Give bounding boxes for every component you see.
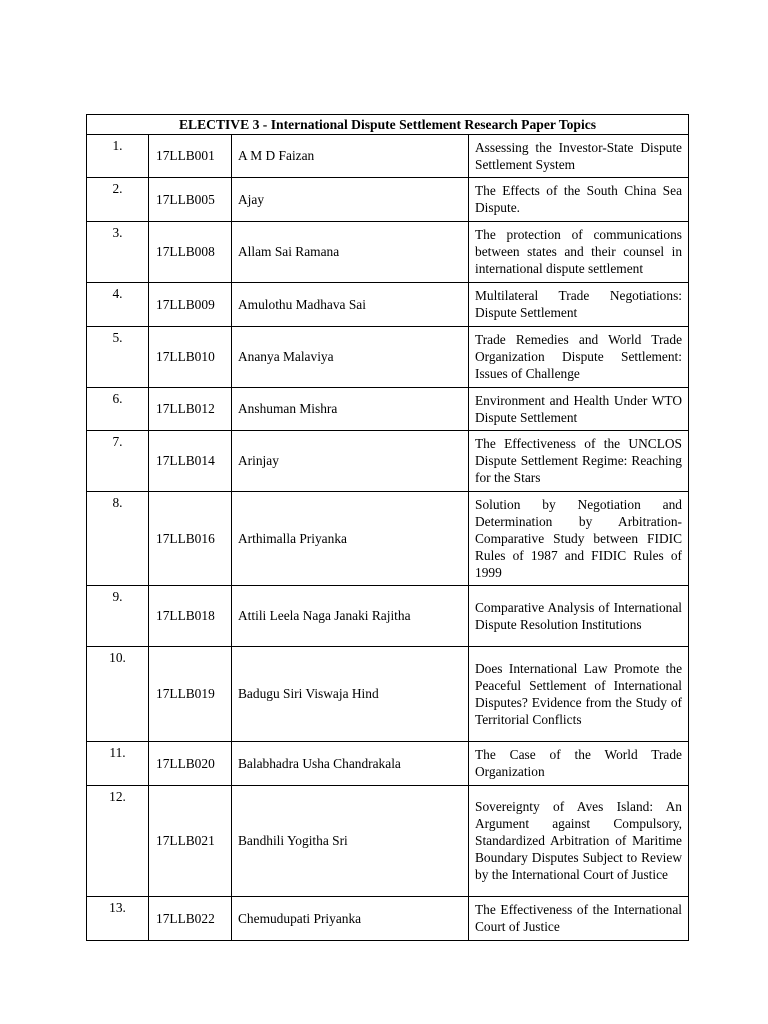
student-name: Anshuman Mishra bbox=[238, 401, 338, 416]
student-name: Badugu Siri Viswaja Hind bbox=[238, 686, 379, 701]
row-number: 5. bbox=[112, 330, 123, 345]
paper-topic-cell bbox=[469, 283, 689, 327]
row-number-cell bbox=[87, 742, 149, 786]
student-id: 17LLB010 bbox=[156, 349, 215, 364]
table-row bbox=[87, 786, 689, 897]
student-id: 17LLB021 bbox=[156, 833, 215, 848]
student-name-cell bbox=[232, 135, 469, 178]
student-id: 17LLB022 bbox=[156, 910, 215, 926]
row-number: 6. bbox=[112, 391, 123, 406]
row-number: 8. bbox=[112, 495, 123, 510]
paper-topic-cell bbox=[469, 492, 689, 586]
student-id-cell bbox=[149, 492, 232, 586]
table-row bbox=[87, 586, 689, 647]
student-name-cell bbox=[232, 586, 469, 647]
table-body bbox=[87, 135, 689, 941]
student-id: 17LLB014 bbox=[156, 453, 215, 468]
row-number-cell bbox=[87, 786, 149, 897]
student-name: A M D Faizan bbox=[238, 148, 315, 163]
table-row bbox=[87, 647, 689, 742]
student-name-cell bbox=[232, 431, 469, 492]
paper-topic-cell bbox=[469, 135, 689, 178]
table-row bbox=[87, 897, 689, 941]
paper-topic: Trade Remedies and World Trade Organization Dispute Settlement: Issues of Challenge bbox=[475, 332, 683, 381]
row-number-cell bbox=[87, 431, 149, 492]
row-number-cell bbox=[87, 222, 149, 283]
student-name-cell bbox=[232, 283, 469, 327]
student-id-cell bbox=[149, 388, 232, 431]
student-id-cell bbox=[149, 222, 232, 283]
paper-topic-cell bbox=[469, 431, 689, 492]
student-id-cell bbox=[149, 327, 232, 388]
student-id: 17LLB012 bbox=[156, 401, 215, 416]
table-row bbox=[87, 222, 689, 283]
student-id-cell bbox=[149, 742, 232, 786]
row-number: 13. bbox=[109, 900, 126, 915]
paper-topic: Comparative Analysis of International Dispute Resolution Institutions bbox=[475, 599, 683, 632]
row-number-cell bbox=[87, 327, 149, 388]
table-row bbox=[87, 388, 689, 431]
paper-topic: Environment and Health Under WTO Dispute Settlement bbox=[475, 392, 683, 425]
student-name: Balabhadra Usha Chandrakala bbox=[238, 755, 401, 771]
student-name-cell bbox=[232, 786, 469, 897]
student-id-cell bbox=[149, 178, 232, 222]
student-name-cell bbox=[232, 897, 469, 941]
student-id-cell bbox=[149, 586, 232, 647]
paper-topic: Assessing the Investor-State Dispute Settlement System bbox=[475, 139, 683, 172]
student-id-cell bbox=[149, 283, 232, 327]
paper-topic: The Case of the World Trade Organization bbox=[475, 747, 683, 779]
student-id: 17LLB005 bbox=[156, 191, 215, 207]
student-name: Attili Leela Naga Janaki Rajitha bbox=[238, 608, 411, 623]
student-name: Bandhili Yogitha Sri bbox=[238, 833, 348, 848]
student-name: Allam Sai Ramana bbox=[238, 244, 340, 259]
student-name-cell bbox=[232, 178, 469, 222]
student-id: 17LLB016 bbox=[156, 530, 215, 546]
student-id: 17LLB009 bbox=[156, 296, 215, 312]
student-id-cell bbox=[149, 897, 232, 941]
student-id: 17LLB001 bbox=[156, 148, 215, 163]
row-number: 9. bbox=[112, 589, 123, 604]
row-number-cell bbox=[87, 647, 149, 742]
paper-topic: Does International Law Promote the Peaceful Settlement of International Disputes? Evidence from the Study of Territorial Conflicts bbox=[475, 660, 683, 727]
student-id-cell bbox=[149, 786, 232, 897]
table-row bbox=[87, 327, 689, 388]
student-id: 17LLB019 bbox=[156, 686, 215, 701]
row-number: 2. bbox=[112, 181, 123, 196]
student-name-cell bbox=[232, 327, 469, 388]
table-row bbox=[87, 135, 689, 178]
student-name: Arinjay bbox=[238, 453, 279, 468]
student-name-cell bbox=[232, 647, 469, 742]
table-row bbox=[87, 283, 689, 327]
student-id: 17LLB020 bbox=[156, 755, 215, 771]
student-id: 17LLB018 bbox=[156, 608, 215, 623]
row-number-cell bbox=[87, 178, 149, 222]
table-row bbox=[87, 431, 689, 492]
row-number: 1. bbox=[112, 138, 123, 153]
row-number-cell bbox=[87, 388, 149, 431]
student-name-cell bbox=[232, 742, 469, 786]
student-name-cell bbox=[232, 492, 469, 586]
student-name: Ananya Malaviya bbox=[238, 349, 334, 364]
paper-topic: The Effectiveness of the International Court of Justice bbox=[475, 902, 683, 934]
student-id-cell bbox=[149, 647, 232, 742]
student-name: Ajay bbox=[238, 191, 265, 207]
row-number: 3. bbox=[112, 225, 123, 240]
paper-topic-cell bbox=[469, 786, 689, 897]
student-name: Chemudupati Priyanka bbox=[238, 910, 362, 926]
paper-topic-cell bbox=[469, 586, 689, 647]
row-number: 10. bbox=[109, 650, 126, 665]
table-header-row bbox=[87, 115, 689, 135]
student-name-cell bbox=[232, 388, 469, 431]
row-number: 11. bbox=[109, 745, 126, 760]
table-row bbox=[87, 178, 689, 222]
table-title: ELECTIVE 3 - International Dispute Settlement Research Paper Topics bbox=[87, 115, 689, 135]
row-number: 12. bbox=[109, 789, 126, 804]
paper-topic-cell bbox=[469, 222, 689, 283]
student-name-cell bbox=[232, 222, 469, 283]
paper-topic-cell bbox=[469, 742, 689, 786]
row-number: 4. bbox=[112, 286, 123, 301]
student-id: 17LLB008 bbox=[156, 244, 215, 259]
paper-topic-cell bbox=[469, 388, 689, 431]
paper-topic: The protection of communications between states and their counsel in international dispute settlement bbox=[475, 227, 683, 276]
paper-topic-cell bbox=[469, 327, 689, 388]
paper-topic: Solution by Negotiation and Determination by Arbitration- Comparative Study between FIDIC Rules of 1987 and FIDIC Rules of 1999 bbox=[475, 496, 683, 580]
student-id-cell bbox=[149, 135, 232, 178]
row-number-cell bbox=[87, 586, 149, 647]
student-id-cell bbox=[149, 431, 232, 492]
paper-topic-cell bbox=[469, 178, 689, 222]
paper-topic-cell bbox=[469, 897, 689, 941]
table-row bbox=[87, 742, 689, 786]
row-number-cell bbox=[87, 492, 149, 586]
row-number: 7. bbox=[112, 434, 123, 449]
paper-topic: The Effectiveness of the UNCLOS Dispute Settlement Regime: Reaching for the Stars bbox=[475, 436, 683, 485]
paper-topic-cell bbox=[469, 647, 689, 742]
student-name: Amulothu Madhava Sai bbox=[238, 296, 366, 312]
paper-topic: Multilateral Trade Negotiations: Dispute Settlement bbox=[475, 288, 683, 320]
row-number-cell bbox=[87, 135, 149, 178]
research-topics-table bbox=[86, 114, 689, 941]
paper-topic: Sovereignty of Aves Island: An Argument against Compulsory, Standardized Arbitration of Maritime Boundary Disputes Subject to Review by the International Court of Justice bbox=[475, 799, 683, 882]
row-number-cell bbox=[87, 283, 149, 327]
table-row bbox=[87, 492, 689, 586]
paper-topic: The Effects of the South China Sea Dispute. bbox=[475, 183, 683, 215]
row-number-cell bbox=[87, 897, 149, 941]
student-name: Arthimalla Priyanka bbox=[238, 530, 347, 546]
